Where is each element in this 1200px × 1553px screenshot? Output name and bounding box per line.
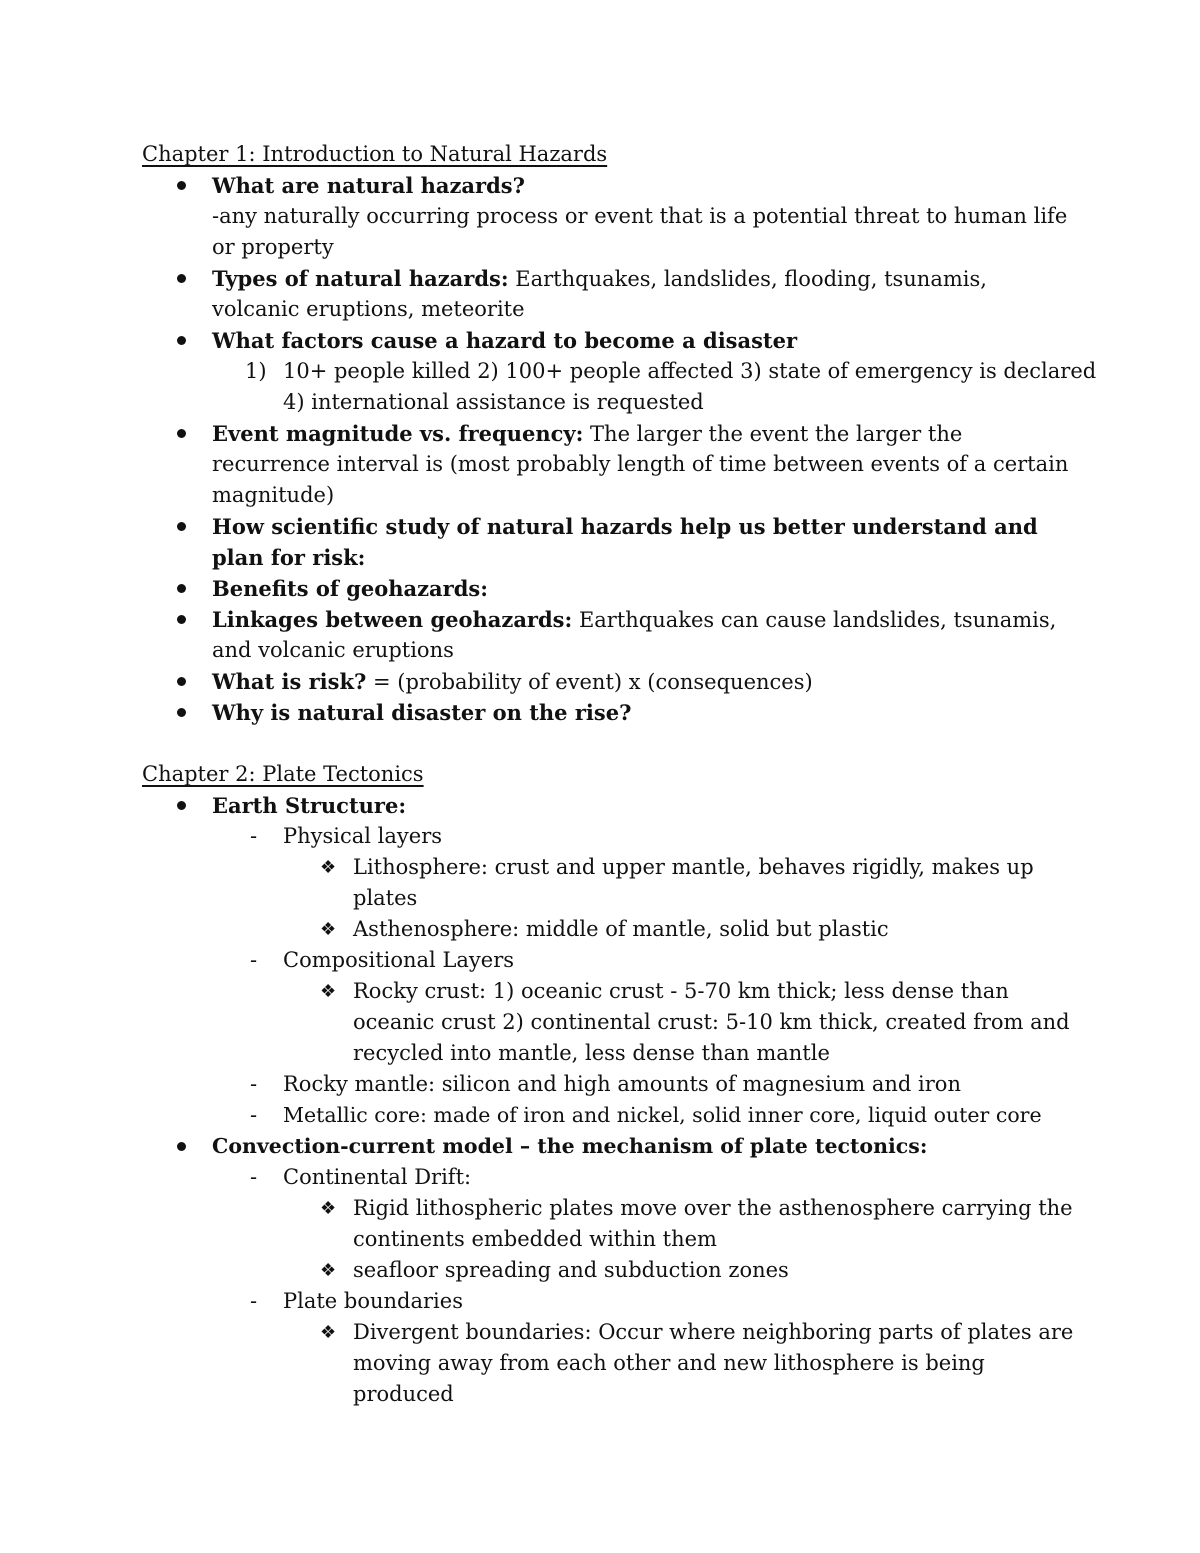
continental-drift: Continental Drift: [283,1165,472,1189]
diamond-bullet-icon: ❖ [320,1260,337,1281]
q8-text: = (probability of event) x (consequences) [366,670,813,694]
rigid-plates-line-1: Rigid lithospheric plates move over the asthenosphere carrying the [353,1196,1073,1220]
dash-marker: - [250,1165,258,1189]
diamond-bullet-icon: ❖ [320,1198,337,1219]
q2-line-1 [212,263,987,294]
q4-text-line-2: recurrence interval is (most probably length of time between events of a certain [212,452,1069,476]
rigid-plates-line-2: continents embedded within them [353,1227,717,1251]
q1-heading: What are natural hazards? [212,173,525,198]
rocky-crust-line-2: oceanic crust 2) continental crust: 5-10 km thick, created from and [353,1010,1070,1034]
bullet-icon [177,181,186,190]
q4-text-line-3: magnitude) [212,483,335,507]
diamond-bullet-icon: ❖ [320,857,337,878]
rocky-crust-line-1: Rocky crust: 1) oceanic crust - 5-70 km thick; less dense than [353,979,1009,1003]
bullet-icon [177,336,186,345]
bullet-icon [177,429,186,438]
chapter-1-heading: Chapter 1: Introduction to Natural Hazards [142,142,608,166]
divergent-line-3: produced [353,1382,454,1406]
bullet-icon [177,274,186,283]
q6-heading: Benefits of geohazards: [212,576,488,601]
q2-text-line-2: volcanic eruptions, meteorite [212,297,525,321]
divergent-line-1: Divergent boundaries: Occur where neighboring parts of plates are [353,1320,1074,1344]
q4-text: The larger the event the larger the [583,422,963,446]
q4-line-1 [212,418,962,449]
diamond-bullet-icon: ❖ [320,981,337,1002]
rocky-crust-line-3: recycled into mantle, less dense than mantle [353,1041,830,1065]
bullet-icon [177,1142,186,1151]
bullet-icon [177,584,186,593]
dash-marker: - [250,1103,258,1127]
q7-text: Earthquakes can cause landslides, tsunamis, [572,608,1057,632]
dash-marker: - [250,1289,258,1313]
earth-structure-heading: Earth Structure: [212,793,407,818]
bullet-icon [177,708,186,717]
diamond-bullet-icon: ❖ [320,1322,337,1343]
q9-heading: Why is natural disaster on the rise? [212,700,632,725]
bullet-icon [177,522,186,531]
convection-heading: Convection-current model – the mechanism of plate tectonics: [212,1134,928,1158]
lithosphere-line-2: plates [353,886,418,910]
bullet-icon [177,801,186,810]
divergent-line-2: moving away from each other and new lithosphere is being [353,1351,985,1375]
compositional-layers: Compositional Layers [283,948,515,972]
q7-text-line-2: and volcanic eruptions [212,638,454,662]
dash-marker: - [250,948,258,972]
bullet-icon [177,615,186,624]
q3-text-line-1: 10+ people killed 2) 100+ people affected 3) state of emergency is declared [283,359,1097,383]
q8-heading: What is risk? [212,669,367,694]
dash-marker: - [250,824,258,848]
bullet-icon [177,677,186,686]
q2-text: Earthquakes, landslides, flooding, tsunamis, [508,267,987,291]
q1-text-line-1: -any naturally occurring process or event that is a potential threat to human life [212,204,1068,228]
plate-boundaries: Plate boundaries [283,1289,463,1313]
lithosphere-line-1: Lithosphere: crust and upper mantle, behaves rigidly, makes up [353,855,1034,879]
metallic-core: Metallic core: made of iron and nickel, solid inner core, liquid outer core [283,1103,1042,1127]
physical-layers: Physical layers [283,824,443,848]
q3-text-line-2: 4) international assistance is requested [283,390,704,414]
q7-line-1 [212,604,1056,635]
chapter-2-heading: Chapter 2: Plate Tectonics [142,762,424,786]
q5-heading-line-1: How scientific study of natural hazards help us better understand and [212,514,1038,539]
seafloor-spreading: seafloor spreading and subduction zones [353,1258,789,1282]
q2-heading: Types of natural hazards: [212,266,509,291]
asthenosphere: Asthenosphere: middle of mantle, solid but plastic [353,917,889,941]
q5-heading-line-2: plan for risk: [212,545,366,570]
q3-heading: What factors cause a hazard to become a disaster [212,328,798,353]
q7-heading: Linkages between geohazards: [212,607,573,632]
rocky-mantle: Rocky mantle: silicon and high amounts of magnesium and iron [283,1072,961,1096]
dash-marker: - [250,1072,258,1096]
q4-heading: Event magnitude vs. frequency: [212,421,584,446]
q8-line [212,666,813,697]
list-number: 1) [245,359,267,383]
diamond-bullet-icon: ❖ [320,919,337,940]
q1-text-line-2: or property [212,235,334,259]
